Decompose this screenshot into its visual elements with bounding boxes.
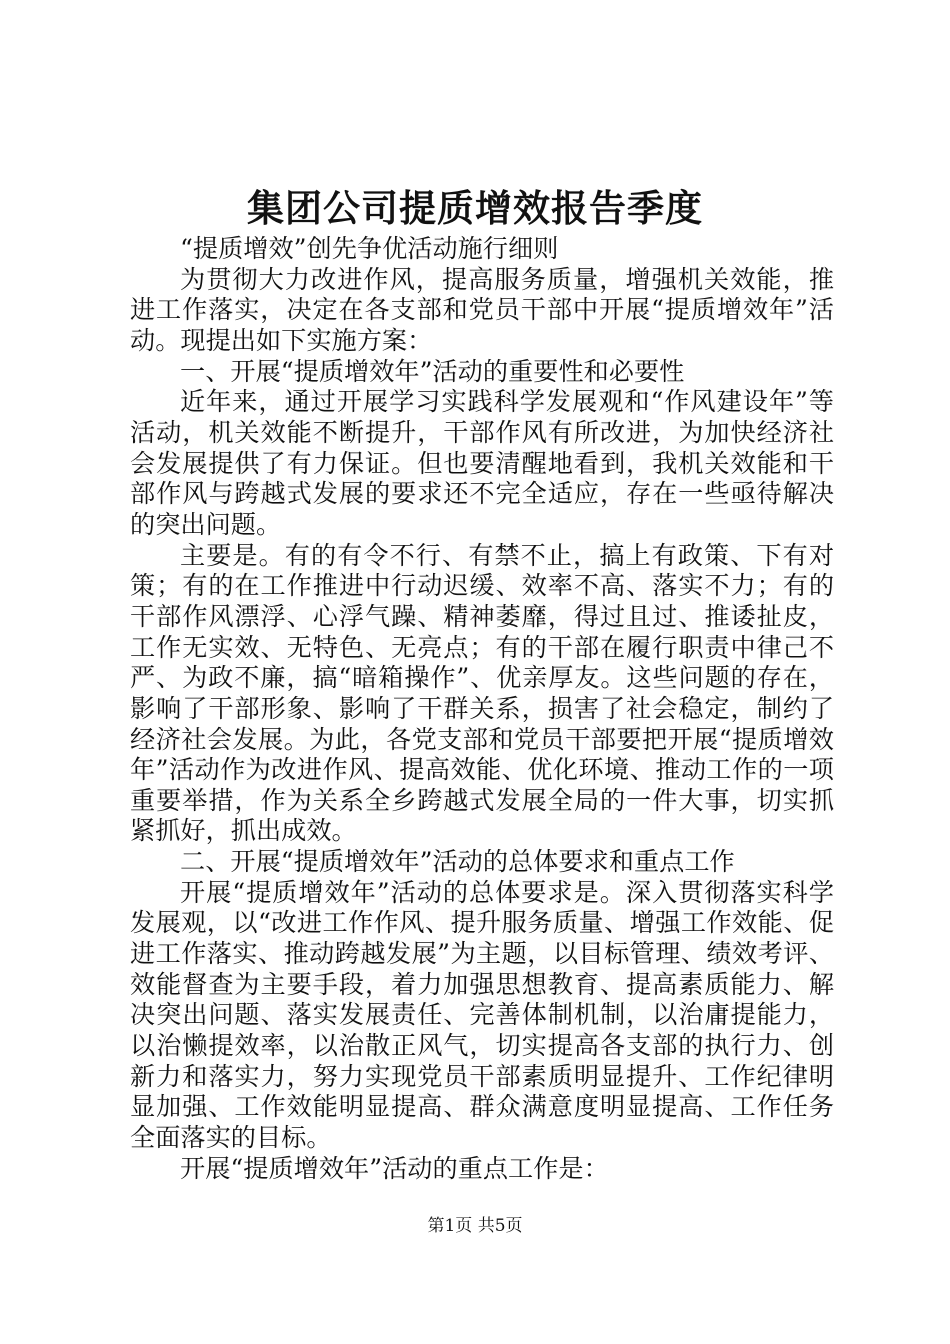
paragraph-intro: 为贯彻大力改进作风，提高服务质量，增强机关效能，推进工作落实，决定在各支部和党员干部中开展“提质增效年”活动。现提出如下实施方案： — [130, 264, 834, 355]
paragraph-subtitle: “提质增效”创先争优活动施行细则 — [180, 234, 559, 263]
paragraph-key-work: 开展“提质增效年”活动的重点工作是： — [180, 1153, 609, 1183]
document-title: 集团公司提质增效报告季度 — [247, 186, 703, 230]
page-footer: 第1页 共5页 — [427, 1216, 523, 1236]
paragraph-problems: 主要是。有的有令不行、有禁不止，搞上有政策、下有对策；有的在工作推进中行动迟缓、效率不高、落实不力；有的干部作风漂浮、心浮气躁、精神萎靡，得过且过、推诿扯皮，工作无实效、无特色、无亮点；有的干部在履行职责中律己不严、为政不廉，搞“暗箱操作”、优亲厚友。这些问题的存在，影响了干部形象、影响了干群关系，损害了社会稳定，制约了经济社会发展。为此，各党支部和党员干部要把开展“提质增效年”活动作为改进作风、提高效能、优化环境、推动工作的一项重要举措，作为关系全乡跨越式发展全局的一件大事，切实抓紧抓好，抓出成效。 — [130, 540, 834, 846]
section-heading-1: 一、开展“提质增效年”活动的重要性和必要性 — [180, 356, 685, 386]
document-body — [130, 234, 834, 1184]
paragraph-background: 近年来，通过开展学习实践科学发展观和“作风建设年”等活动，机关效能不断提升，干部作风有所改进，为加快经济社会发展提供了有力保证。但也要清醒地看到，我机关效能和干部作风与跨越式发展的要求还不完全适应，存在一些亟待解决的突出问题。 — [130, 387, 834, 539]
paragraph-requirements: 开展“提质增效年”活动的总体要求是。深入贯彻落实科学发展观，以“改进工作作风、提升服务质量、增强工作效能、促进工作落实、推动跨越发展”为主题，以目标管理、绩效考评、效能督查为主要手段，着力加强思想教育、提高素质能力、解决突出问题、落实发展责任、完善体制机制，以治庸提能力，以治懒提效率，以治散正风气，切实提高各支部的执行力、创新力和落实力，努力实现党员干部素质明显提升、工作纪律明显加强、工作效能明显提高、群众满意度明显提高、工作任务全面落实的目标。 — [130, 877, 834, 1153]
section-heading-2: 二、开展“提质增效年”活动的总体要求和重点工作 — [180, 847, 735, 877]
